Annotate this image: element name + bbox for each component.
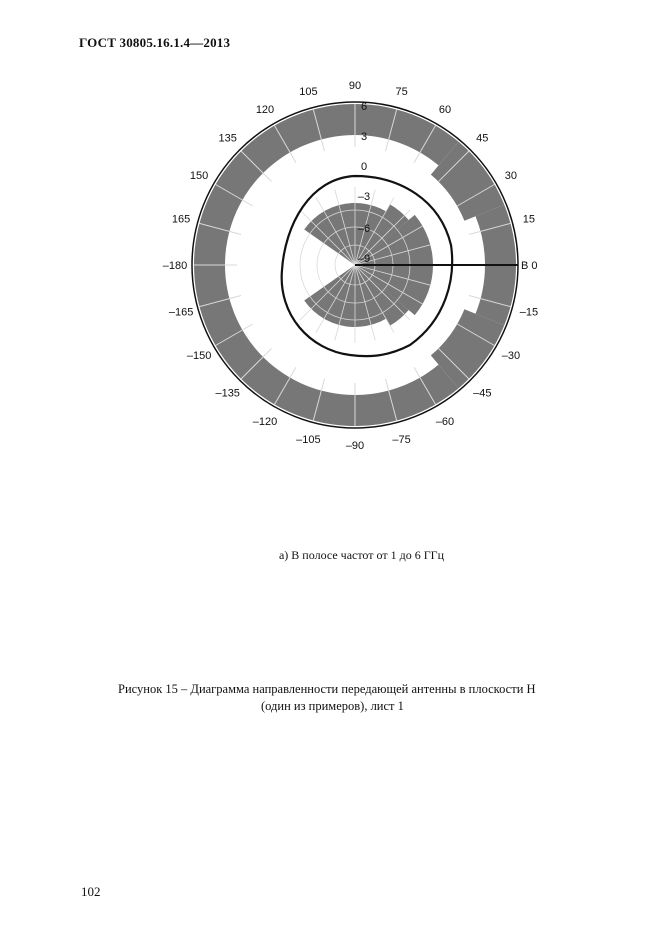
angle-label: –45 [473, 387, 492, 400]
radial-label: 6 [360, 101, 368, 113]
angle-label: –120 [252, 415, 278, 428]
radial-label: 0 [360, 161, 368, 173]
radial-label: –9 [357, 253, 371, 265]
angle-label: 150 [189, 170, 209, 182]
angle-label: 45 [476, 132, 489, 145]
angle-label: –180 [162, 260, 188, 272]
document-header: ГОСТ 30805.16.1.4—2013 [79, 35, 231, 50]
angle-label: –90 [345, 440, 365, 452]
angle-label: 105 [299, 86, 318, 99]
angle-label: 165 [171, 213, 191, 226]
angle-label: –15 [519, 306, 539, 319]
angle-label: –60 [435, 415, 455, 428]
angle-label: 15 [522, 213, 536, 226]
radial-label: –3 [357, 191, 371, 203]
reference-marker-label: В 0 [521, 260, 538, 272]
angle-label: –30 [501, 350, 521, 362]
figure-caption [118, 681, 618, 715]
angle-label: –165 [168, 306, 194, 319]
angle-label: 30 [504, 170, 518, 182]
angle-label: 75 [395, 86, 408, 99]
angle-label: –135 [215, 387, 240, 400]
angle-label: –150 [186, 350, 212, 362]
angle-label: –75 [392, 433, 411, 446]
subfigure-caption: а) В полосе частот от 1 до 6 ГГц [278, 548, 445, 562]
page-number: 102 [81, 884, 101, 899]
radial-label: –6 [357, 223, 371, 235]
angle-label: 135 [218, 132, 237, 145]
angle-label: 60 [438, 104, 452, 117]
figure-caption-line-1: Рисунок 15 – Диаграмма направленности передающей антенны в плоскости Н [118, 682, 536, 696]
figure-caption-line-2: (один из примеров), лист 1 [261, 699, 404, 713]
angle-label: –105 [296, 433, 321, 446]
radial-label: 3 [360, 131, 368, 143]
angle-label: 90 [348, 80, 362, 92]
angle-label: 120 [255, 104, 275, 117]
